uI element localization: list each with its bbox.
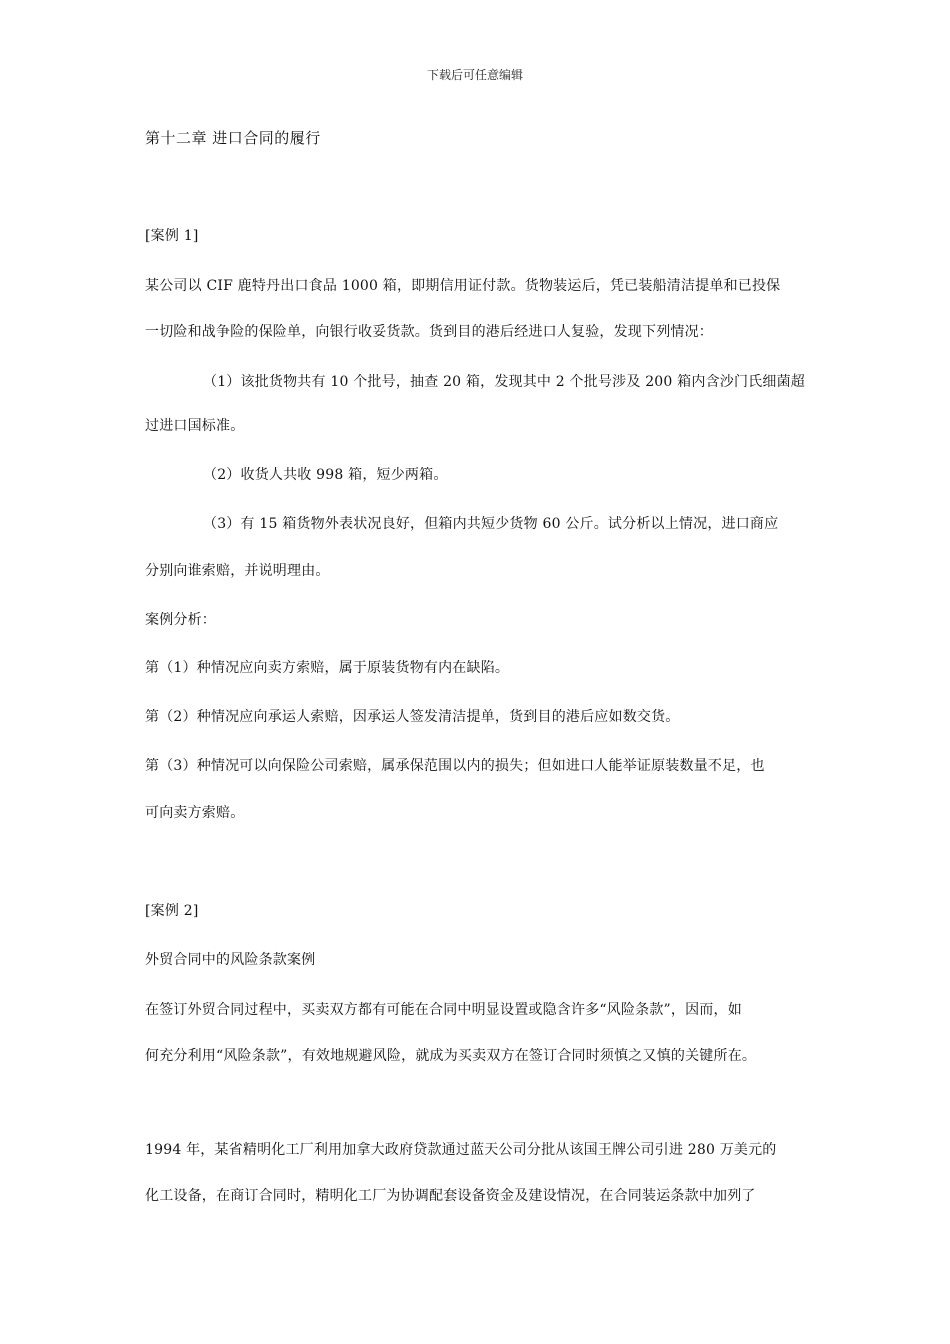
case1-paragraph-line: 一切险和战争险的保险单，向银行收妥货款。货到目的港后经进口人复验，发现下列情况： bbox=[145, 324, 713, 340]
case2-subtitle: 外贸合同中的风险条款案例 bbox=[145, 952, 316, 968]
case1-item-3: （3）有 15 箱货物外表状况良好，但箱内共短少货物 60 公斤。试分析以上情况，进口商应 bbox=[203, 516, 779, 532]
case1-answer-1: 第（1）种情况应向卖方索赔，属于原装货物有内在缺陷。 bbox=[145, 660, 510, 676]
case1-analysis-label: 案例分析： bbox=[145, 612, 216, 628]
case2-paragraph-line: 何充分利用“风险条款”，有效地规避风险，就成为买卖双方在签订合同时须慎之又慎的关键所在。 bbox=[145, 1048, 757, 1064]
case2-paragraph-line: 在签订外贸合同过程中，买卖双方都有可能在合同中明显设置或隐含许多“风险条款”，因而，如 bbox=[145, 1002, 742, 1018]
case1-label: [案例 1] bbox=[145, 228, 199, 244]
case1-answer-3-cont: 可向卖方索赔。 bbox=[145, 805, 245, 821]
case1-item-3-cont: 分别向谁索赔，并说明理由。 bbox=[145, 563, 330, 579]
case1-item-1: （1）该批货物共有 10 个批号，抽查 20 箱，发现其中 2 个批号涉及 200 箱内含沙门氏细菌超 bbox=[203, 374, 805, 390]
case1-item-2: （2）收货人共收 998 箱，短少两箱。 bbox=[203, 467, 448, 483]
page-header-note: 下载后可任意编辑 bbox=[426, 68, 523, 82]
chapter-title: 第十二章 进口合同的履行 bbox=[145, 129, 321, 147]
case2-paragraph-line: 化工设备，在商订合同时，精明化工厂为协调配套设备资金及建设情况，在合同装运条款中加列了 bbox=[145, 1188, 756, 1204]
case2-paragraph-line: 1994 年，某省精明化工厂利用加拿大政府贷款通过蓝天公司分批从该国王牌公司引进 280 万美元的 bbox=[145, 1142, 777, 1158]
case1-answer-2: 第（2）种情况应向承运人索赔，因承运人签发清洁提单，货到目的港后应如数交货。 bbox=[145, 709, 680, 725]
case2-label: [案例 2] bbox=[145, 903, 199, 919]
case1-paragraph-line: 某公司以 CIF 鹿特丹出口食品 1000 箱，即期信用证付款。货物装运后，凭已装船清洁提单和已投保 bbox=[145, 278, 781, 294]
case1-item-1-cont: 过进口国标准。 bbox=[145, 418, 245, 434]
case1-answer-3: 第（3）种情况可以向保险公司索赔，属承保范围以内的损失；但如进口人能举证原装数量不足，也 bbox=[145, 758, 765, 774]
